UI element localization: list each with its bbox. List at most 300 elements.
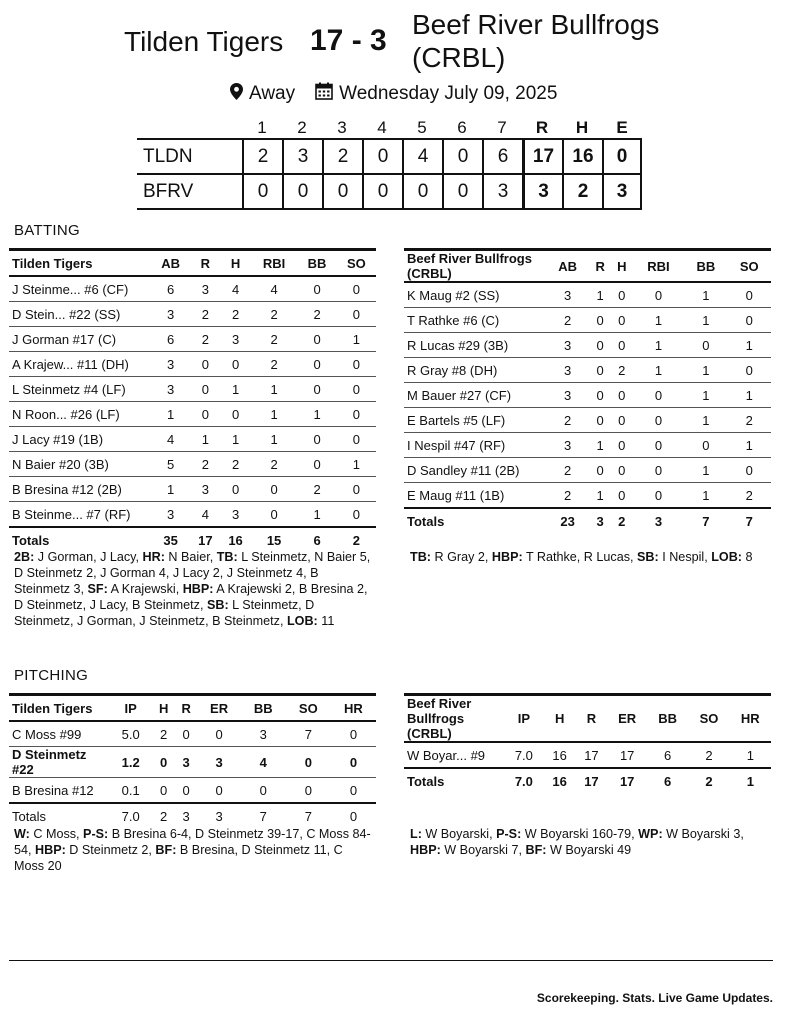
inning-runs: 0 [362,175,402,208]
column-header: HR [344,700,363,716]
stat-cell: 0 [313,331,321,347]
stat-cell: 1 [702,287,710,303]
column-header: BB [696,258,716,274]
total-errors: 3 [602,175,642,208]
total-cell: 2 [618,513,626,529]
totals-row [9,803,376,828]
note-key: HR: [142,550,165,564]
stat-cell: 2 [705,747,713,763]
note-value: 11 [317,614,335,628]
stat-cell: 1 [352,331,360,347]
table-row [9,276,376,302]
note-key: BF: [525,843,547,857]
table-row [404,742,771,768]
player-name: B Bresina #12 [12,782,94,798]
player-name: J Steinme... #6 (CF) [12,281,129,297]
column-header: H [158,700,169,716]
team-name-header: Beef River Bullfrogs (CRBL) [407,696,472,741]
note-value: A Krajewski 2, B Bresina 2, D Steinmetz, J Lacy, B Steinmetz, [14,582,368,612]
stat-cell: 0 [596,387,604,403]
totals-row [404,508,771,533]
errors-header: E [616,118,628,137]
stat-cell: 3 [182,754,190,770]
inning-header: 2 [297,118,307,137]
stat-cell: 3 [564,437,572,453]
stat-cell: 2 [313,481,321,497]
total-cell: 7 [702,513,710,529]
table-row [404,358,771,383]
linescore-team: TLDN [143,146,193,167]
column-header: R [595,258,605,274]
stat-cell: 17 [584,747,599,763]
total-cell: 2 [352,532,360,548]
stat-cell: 1 [596,287,604,303]
stat-cell: 0 [702,337,710,353]
table-header-row [9,695,376,722]
column-header: BB [658,711,678,726]
table-row [9,778,376,804]
stat-cell: 3 [167,306,175,322]
column-header: BB [307,255,327,271]
note-value: A Krajewski, [107,582,183,596]
stat-cell: 4 [167,431,175,447]
stat-cell: 0 [745,362,753,378]
stat-cell: 3 [167,356,175,372]
stat-cell: 3 [564,387,572,403]
note-key: BF: [155,843,177,857]
stat-cell: 16 [552,747,567,763]
batting-notes-home [14,549,374,629]
column-header: ER [210,700,229,716]
player-name: M Bauer #27 (CF) [407,387,512,403]
stat-cell: 2 [745,412,753,428]
stat-cell: 0 [160,754,168,770]
stat-cell: 0 [654,412,663,428]
table-row [404,333,771,358]
player-name: B Bresina #12 (2B) [12,481,122,497]
column-header: RBI [262,255,286,271]
player-name: C Moss #99 [12,726,82,742]
home-team-name: Tilden Tigers [124,26,284,57]
team-name-header: Tilden Tigers [12,700,93,716]
stat-cell: 4 [201,506,209,522]
stat-cell: 1 [167,406,175,422]
total-errors: 0 [602,140,642,173]
batting-section-title: BATTING [14,222,80,239]
total-cell: 16 [228,532,243,548]
note-value: L Steinmetz, D Steinmetz, J Gorman, J Steinmetz, B Steinmetz, [14,598,315,628]
stat-cell: 0 [618,462,626,478]
note-value: W Boyarski 160-79, [521,827,639,841]
player-name: W Boyar... #9 [407,747,486,763]
player-name: D Stein... #22 (SS) [12,306,121,322]
table-row [404,308,771,333]
total-cell: 15 [266,532,282,548]
stat-cell: 0 [352,431,360,447]
column-header: H [554,711,565,726]
stat-cell: 2 [564,412,572,428]
table-row [404,383,771,408]
away-team-name: Beef River Bullfrogs (CRBL) [412,9,660,73]
stat-cell: 1 [167,481,175,497]
stat-cell: 5.0 [121,726,140,742]
pitching-notes-away [410,826,770,858]
total-cell: 3 [182,808,190,824]
linescore-row-home [137,138,642,173]
inning-runs: 6 [482,140,522,173]
inning-header: 3 [337,118,347,137]
stat-cell: 0 [160,782,168,798]
stat-cell: 2 [160,726,168,742]
note-key: HBP: [182,582,214,596]
team-name-header: Tilden Tigers [12,255,93,271]
stat-cell: 1 [702,462,710,478]
batting-table-away [404,248,771,533]
stat-cell: 1 [746,747,754,763]
totals-label: Totals [407,513,445,529]
stat-cell: 1 [270,406,278,422]
column-header: AB [161,255,180,271]
stat-cell: 0 [201,381,209,397]
column-header: AB [558,258,578,274]
note-key: SB: [637,550,659,564]
calendar-icon [315,82,333,106]
player-name: K Maug #2 (SS) [407,287,500,303]
stat-cell: 1 [352,456,360,472]
stat-cell: 0 [349,754,358,770]
runs-header: R [535,118,549,137]
stat-cell: 0 [596,362,604,378]
stat-cell: 0 [745,287,753,303]
totals-label: Totals [12,808,46,824]
note-value: B Bresina 6-4, D Steinmetz 39-17, C Moss 84-54, [14,827,371,857]
note-key: TB: [216,550,238,564]
stat-cell: 1 [745,437,753,453]
stat-cell: 3 [564,362,572,378]
map-pin-icon [230,83,243,106]
stat-cell: 3 [231,331,240,347]
stat-cell: 2 [745,487,753,503]
pitching-table-home [9,693,376,828]
player-name: D Sandley #11 (2B) [407,462,520,478]
stat-cell: 0 [231,406,240,422]
column-header: H [230,255,241,271]
column-header: SO [699,711,719,726]
note-value: W Boyarski 3, [662,827,744,841]
table-row [9,377,376,402]
stat-cell: 1 [596,437,604,453]
game-date: Wednesday July 09, 2025 [339,83,558,104]
note-value: N Baier, [164,550,217,564]
team-name-header: Beef River Bullfrogs (CRBL) [407,251,532,281]
table-header-row [404,695,771,743]
note-value: B Bresina, D Steinmetz 11, C Moss 20 [14,843,343,873]
stat-cell: 3 [201,281,209,297]
stat-cell: 0 [182,726,190,742]
column-header: SO [739,258,759,274]
note-value: T Rathke, R Lucas, [522,550,638,564]
inning-runs: 0 [442,140,482,173]
stat-cell: 1 [702,412,710,428]
table-row [9,502,376,528]
stat-cell: 3 [564,287,572,303]
note-value: W Boyarski 7, [440,843,526,857]
inning-runs: 2 [242,140,282,173]
stat-cell: 0 [313,431,321,447]
stat-cell: 0 [654,462,663,478]
stat-cell: 1 [654,362,663,378]
table-row [9,302,376,327]
total-cell: 17 [584,773,599,789]
note-key: P-S: [83,827,109,841]
stat-cell: 2 [270,456,278,472]
stat-cell: 1 [231,381,240,397]
total-hits: 16 [562,140,602,173]
stat-cell: 0 [352,506,360,522]
note-key: SF: [87,582,108,596]
stat-cell: 3 [231,506,240,522]
note-value: C Moss, [29,827,84,841]
stat-cell: 1 [702,312,710,328]
table-row [404,282,771,308]
total-cell: 3 [215,808,223,824]
stat-cell: 0 [352,281,360,297]
total-hits: 2 [562,175,602,208]
stat-cell: 0.1 [121,782,140,798]
stat-cell: 2 [231,306,240,322]
stat-cell: 0 [618,412,626,428]
stat-cell: 3 [201,481,209,497]
footer-tagline: Scorekeeping. Stats. Live Game Updates. [536,991,773,1005]
inning-runs: 0 [362,140,402,173]
stat-cell: 0 [654,387,663,403]
stat-cell: 0 [349,726,358,742]
linescore [137,112,642,210]
stat-cell: 1 [702,362,710,378]
player-name: T Rathke #6 (C) [407,312,500,328]
stat-cell: 4 [270,281,278,297]
table-row [9,327,376,352]
stat-cell: 0 [618,387,626,403]
total-cell: 2 [160,808,168,824]
table-row [404,458,771,483]
stat-cell: 1.2 [121,754,140,770]
table-row [9,352,376,377]
inning-header: 5 [417,118,427,137]
stat-cell: 4 [231,281,240,297]
stat-cell: 0 [270,506,278,522]
table-row [9,427,376,452]
stat-cell: 2 [564,312,572,328]
player-name: R Gray #8 (DH) [407,362,498,378]
totals-label: Totals [407,773,445,789]
player-name: J Gorman #17 (C) [12,331,117,347]
total-cell: 23 [560,513,575,529]
total-cell: 7 [745,513,753,529]
note-value: J Gorman, J Lacy, [34,550,143,564]
note-value: W Boyarski, [421,827,497,841]
total-cell: 3 [654,513,663,529]
inning-runs: 0 [282,175,322,208]
stat-cell: 0 [654,287,663,303]
stat-cell: 2 [313,306,321,322]
stat-cell: 1 [702,387,710,403]
table-row [9,721,376,747]
inning-header: 4 [377,118,387,137]
stat-cell: 0 [596,337,604,353]
stat-cell: 0 [313,356,321,372]
batting-table-home [9,248,376,552]
player-name: N Baier #20 (3B) [12,456,109,472]
inning-runs: 4 [402,140,442,173]
note-key: W: [14,827,30,841]
stat-cell: 1 [313,506,321,522]
total-runs: 3 [522,175,562,208]
total-cell: 17 [619,773,635,789]
column-header: H [617,258,627,274]
stat-cell: 0 [231,356,240,372]
batting-notes-away [410,549,770,565]
stat-cell: 0 [304,782,312,798]
total-cell: 7 [304,808,312,824]
inning-runs: 0 [242,175,282,208]
stat-cell: 0 [745,462,753,478]
table-row [9,747,376,778]
linescore-header [137,112,642,138]
total-cell: 35 [163,532,178,548]
table-row [404,483,771,509]
column-header: R [200,255,211,271]
player-name: J Lacy #19 (1B) [12,431,104,447]
player-name: N Roon... #26 (LF) [12,406,120,422]
stat-cell: 0 [313,456,321,472]
note-key: LOB: [711,550,742,564]
column-header: BB [253,700,273,716]
pitching-section-title: PITCHING [14,667,89,684]
stat-cell: 6 [167,331,175,347]
note-key: L: [410,827,422,841]
stat-cell: 0 [215,726,223,742]
note-key: LOB: [286,614,318,628]
stat-cell: 2 [201,456,209,472]
stat-cell: 0 [618,312,626,328]
column-header: SO [346,255,366,271]
stat-cell: 0 [352,406,360,422]
stat-cell: 2 [564,487,572,503]
player-name: E Bartels #5 (LF) [407,412,506,428]
stat-cell: 0 [182,782,190,798]
stat-cell: 1 [231,431,240,447]
footer-divider [9,960,773,961]
stat-cell: 0 [654,437,663,453]
stat-cell: 0 [352,356,360,372]
player-name: D Steinmetz #22 [12,747,87,777]
inning-runs: 0 [322,175,362,208]
note-key: TB: [410,550,431,564]
stat-cell: 4 [259,754,267,770]
stat-cell: 7 [304,726,312,742]
stat-cell: 0 [352,481,360,497]
total-cell: 7 [259,808,267,824]
stat-cell: 0 [270,481,278,497]
note-key: HBP: [35,843,66,857]
column-header: ER [618,711,637,726]
game-meta [230,82,557,106]
table-row [404,433,771,458]
total-runs: 17 [522,140,562,173]
note-value: 8 [742,550,753,564]
final-score: 17 - 3 [310,24,387,57]
stat-cell: 2 [618,362,626,378]
total-cell: 6 [313,532,321,548]
note-key: SB: [206,598,229,612]
stat-cell: 1 [313,406,321,422]
totals-label: Totals [12,532,50,548]
stat-cell: 1 [201,431,209,447]
stat-cell: 0 [352,381,360,397]
stat-cell: 2 [270,356,278,372]
note-key: 2B: [14,550,35,564]
stat-cell: 0 [745,312,753,328]
stat-cell: 1 [745,387,753,403]
total-cell: 7.0 [121,808,140,824]
stat-cell: 3 [167,381,175,397]
inning-header: 1 [257,118,267,137]
stat-cell: 0 [259,782,267,798]
table-row [9,477,376,502]
stat-cell: 0 [313,381,321,397]
inning-header: 6 [457,118,467,137]
inning-runs: 2 [322,140,362,173]
stat-cell: 0 [304,754,312,770]
table-header-row [404,250,771,283]
stat-cell: 2 [231,456,240,472]
hits-header: H [575,118,589,137]
stat-cell: 2 [201,306,209,322]
inning-runs: 0 [402,175,442,208]
stat-cell: 0 [618,437,626,453]
stat-cell: 1 [702,487,710,503]
stat-cell: 0 [618,487,626,503]
stat-cell: 0 [215,782,223,798]
stat-cell: 1 [654,312,663,328]
note-value: I Nespil, [658,550,712,564]
stat-cell: 0 [618,287,626,303]
stat-cell: 0 [702,437,710,453]
note-key: HBP: [410,843,441,857]
stat-cell: 2 [201,331,209,347]
total-cell: 7.0 [514,773,533,789]
inning-runs: 3 [282,140,322,173]
stat-cell: 6 [167,281,175,297]
note-value: D Steinmetz 2, [65,843,156,857]
stat-cell: 1 [270,381,278,397]
player-name: R Lucas #29 (3B) [407,337,509,353]
table-row [9,452,376,477]
table-row [404,408,771,433]
column-header: R [586,711,597,726]
player-name: I Nespil #47 (RF) [407,437,506,453]
column-header: IP [124,700,137,716]
stat-cell: 7.0 [514,747,533,763]
stat-cell: 3 [259,726,267,742]
pitching-notes-home [14,826,374,874]
stat-cell: 3 [167,506,175,522]
total-cell: 3 [596,513,604,529]
inning-runs: 0 [442,175,482,208]
linescore-row-away [137,173,642,210]
stat-cell: 0 [654,487,663,503]
